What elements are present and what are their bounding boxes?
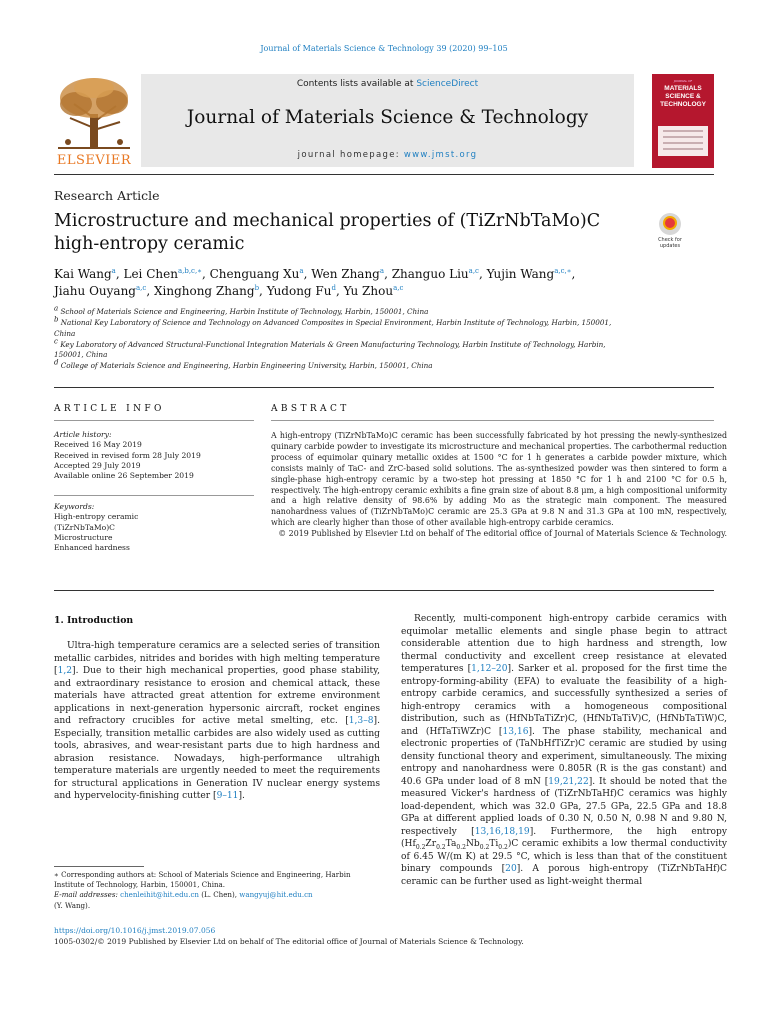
crossmark-label: Check for updates (658, 237, 682, 249)
author-affiliation-link[interactable]: a,c (393, 284, 404, 292)
citation-link[interactable]: 20 (505, 864, 517, 874)
divider (54, 174, 714, 175)
running-header[interactable]: Journal of Materials Science & Technology 39 (2020) 99–105 (260, 44, 508, 53)
email-link[interactable]: chenleihit@hit.edu.cn (120, 890, 199, 900)
author-affiliation-link[interactable]: a (379, 267, 385, 275)
keyword: Enhanced hardness (54, 543, 130, 553)
section-heading: 1. Introduction (54, 615, 134, 626)
author: Lei Chen$^{a,b,c,∗}$, (123, 267, 210, 281)
author-affiliation-link[interactable]: b (254, 284, 260, 292)
paragraph: Ultra-high temperature ceramics are a selected series of transition metallic carbides, nitrides and borides with high melting temperature [1,2]. Due to their high mechanical properties, good phase stability, and extraordinary resistance to erosion and chemical attack, these materials have attracted great attention for extreme environment applications in next-generation hypersonic aircraft, rocket engines and refractory crucibles for active metal smelting, etc. [1,3–8]. Especially, transition metallic carbides are also widely used as cutting tools, abrasives, and wear-resistant parts due to high hardness and abrasion resistance. Nowadays, high-performance ultrahigh temperature materials are urgently needed to meet the requirements for structural applications in Generation IV nuclear energy systems and hypervelocity-finishing cutter [9–11]. (54, 641, 380, 801)
abstract-text: A high-entropy (TiZrNbTaMo)C ceramic has been successfully fabricated by hot pressing the newly-synthesized quinary carbide powder to investigate its microstructure and mechanical properties. The carbothermal reduction process of equimolar quinary metallic oxides at 1500 °C for 1 h generates a carbide powder mixture, which consists mainly of TaC- and ZrC-based solid solutions. The as-synthesized powder was then sintered to form a single-phase high-entropy ceramic by a two-step hot pressing at 1850 °C for 1 h and 2100 °C for 0.5 h, respectively. The high-entropy ceramic exhibits a fine grain size of about 8.8 μm, a high compositional uniformity and a high relative density of 98.6% by adding Mo as the strategic main component. The measured nanohardness values of (TiZrNbTaMo)C ceramic are 25.3 GPa at 9.8 N and 31.3 GPa at 100 mN, respectively, which are clearly higher than those of other available high-entropy carbide ceramics. (271, 431, 727, 528)
keyword: (TiZrNbTaMo)C (54, 522, 115, 532)
author-affiliation-link[interactable]: a (299, 267, 304, 275)
history-item: Available online 26 September 2019 (54, 471, 194, 481)
article-info-heading: ARTICLE INFO (54, 404, 165, 414)
citation-link[interactable]: 13,16 (502, 726, 529, 737)
divider (54, 387, 714, 388)
journal-homepage (141, 150, 634, 160)
author: Yudong Fu$^d$, (266, 284, 344, 298)
footnote (54, 870, 380, 911)
author: Xinghong Zhang$^b$, (153, 284, 267, 298)
author-affiliation-link[interactable]: a,c,∗ (554, 267, 572, 275)
citation-link[interactable]: 9–11 (216, 791, 239, 801)
contents-prefix: Contents lists available at (296, 79, 417, 89)
citation-link[interactable]: 13,16,18,19 (474, 826, 530, 837)
cover-title: MATERIALS SCIENCE & TECHNOLOGY (660, 85, 706, 108)
history-item: Received 16 May 2019 (54, 440, 142, 450)
journal-masthead (54, 74, 714, 170)
citation-link[interactable]: 1,12–20 (471, 664, 508, 674)
affiliation: $^a$ School of Materials Science and Engineering, Harbin Institute of Technology, Harbin, 150001, China (54, 304, 429, 316)
history-item: Received in revised form 28 July 2019 (54, 450, 201, 460)
paragraph: Recently, multi-component high-entropy carbide ceramics with equimolar metallic elements and single phase begin to attract considerable attention due to high hardness and strength, low thermal conductivity and excellent creep resistance at elevated temperatures [1,12–20]. Sarker et al. proposed for the first time the entropy-forming-ability (EFA) to evaluate the feasibility of a high-entropy carbide ceramics, and successfully synthesized a series of high-entropy ceramics with a homogeneous compositional distribution, such as (HfNbTaTiZr)C, (HfNbTaTiV)C, (HfNbTaTiW)C, and (HfTaTiWZr)C [13,16]. The phase stability, mechanical and electronic properties of (TaNbHfTiZr)C ceramic are studied by using density functional theory and experiment, simultaneously. The mixing entropy and nanohardness were 0.805R (R is the gas constant) and 40.6 GPa under load of 8 mN [19,21,22]. It should be noted that the measured Vicker's hardness of (TiZrNbTaHf)C ceramics was highly load-dependent, which was 32.0 GPa, 27.5 GPa, 22.5 GPa and 18.8 GPa at different applied loads of 0.30 N, 0.50 N, 0.98 N and 9.80 N, respectively [13,16,18,19]. Furthermore, the high entropy $(Hf_{0.2}Zr_{0.2}Ta_{0.2}Nb_{0.2}Ti_{0.2})C$ ceramic exhibits a low thermal conductivity of 6.45 W/(m K) at 29.5 °C, which is less than that of the constituent binary compounds [20]. A porous high-entropy (TiZrNbTaHf)C ceramic can be further used as light-weight thermal (401, 614, 728, 887)
author: Jiahu Ouyang$^{a,c}$, (54, 284, 154, 298)
keyword: High-entropy ceramic (54, 512, 139, 522)
divider (54, 495, 254, 496)
citation-link[interactable]: 1,2 (57, 666, 73, 676)
divider (54, 590, 714, 591)
author-list (54, 266, 714, 300)
article-history (54, 430, 254, 481)
author: Chenguang Xu$^a$, (209, 267, 312, 281)
check-for-updates-button[interactable] (652, 212, 688, 252)
homepage-prefix: journal homepage: (297, 150, 404, 160)
author-affiliation-link[interactable]: a,c (135, 284, 147, 292)
author-affiliation-link[interactable]: a,c (468, 267, 479, 275)
journal-title: Journal of Materials Science & Technology (186, 107, 589, 128)
keywords-label: Keywords: (54, 502, 95, 511)
journal-banner (141, 74, 634, 167)
abstract (271, 431, 727, 540)
author: Kai Wang$^a$, (54, 267, 124, 281)
journal-cover-thumbnail[interactable] (652, 74, 714, 168)
author-affiliation-link[interactable]: a (111, 267, 116, 275)
affiliations (54, 304, 634, 373)
sciencedirect-link[interactable]: ScienceDirect (416, 79, 479, 89)
corresponding-author-note: ∗ Corresponding authors at: School of Materials Science and Engineering, Harbin Institute of Technology, Harbin, 150001, China. (54, 870, 351, 890)
author: Wen Zhang$^a$, (311, 267, 392, 281)
cover-panel (658, 126, 708, 156)
author: Yu Zhou$^{a,c}$ (343, 284, 404, 298)
affiliation: $^c$ Key Laboratory of Advanced Structural-Functional Integration Materials & Green Manufacturing Technology, Harbin Institute of Technology, Harbin, 150001, China (54, 337, 606, 360)
abstract-heading: ABSTRACT (271, 404, 350, 414)
history-label: Article history: (54, 430, 112, 439)
history-item: Accepted 29 July 2019 (54, 460, 141, 470)
article-type: Research Article (54, 188, 160, 203)
keywords (54, 502, 254, 553)
email-link[interactable]: wangyuj@hit.edu.cn (239, 890, 313, 900)
publisher-name: ELSEVIER (56, 153, 132, 168)
author: Zhanguo Liu$^{a,c}$, (391, 267, 487, 281)
body-column-left (54, 640, 380, 803)
elsevier-tree-icon (54, 74, 134, 152)
keyword: Microstructure (54, 532, 113, 542)
affiliation: $^d$ College of Materials Science and Engineering, Harbin Engineering University, Harbin, 150001, China (54, 359, 433, 371)
citation-link[interactable]: 19,21,22 (548, 776, 589, 787)
author-affiliation-link[interactable]: d (331, 284, 336, 292)
issn-copyright: 1005-0302/© 2019 Published by Elsevier Ltd on behalf of The editorial office of Journal of Materials Science & Technology. (54, 937, 524, 946)
citation-link[interactable]: 1,3–8 (348, 716, 374, 726)
body-column-right (401, 613, 727, 888)
divider (271, 420, 714, 421)
affiliation: $^b$ National Key Laboratory of Science and Technology on Advanced Composites in Special Environment, Harbin Institute of Technology, Harbin, 150001, China (54, 315, 612, 338)
crossmark-icon (659, 213, 681, 235)
homepage-link[interactable]: www.jmst.org (403, 150, 478, 160)
abstract-copyright: © 2019 Published by Elsevier Ltd on behalf of The editorial office of Journal of Materials Science & Technology. (278, 529, 727, 539)
article-title: Microstructure and mechanical properties of (TiZrNbTaMo)C high-entropy ceramic (54, 211, 601, 254)
elsevier-logo[interactable] (54, 74, 134, 168)
footnote-rule (54, 866, 144, 867)
email-addresses: E-mail addresses: chenleihit@hit.edu.cn (L. Chen), wangyuj@hit.edu.cn (Y. Wang). (54, 890, 313, 910)
contents-line (141, 79, 634, 89)
doi-link[interactable]: https://doi.org/10.1016/j.jmst.2019.07.056 (54, 926, 216, 935)
author: Yujin Wang$^{a,c,∗}$, (486, 267, 576, 281)
divider (54, 420, 254, 421)
cover-small-text: JOURNAL OF (673, 79, 693, 83)
author-affiliation-link[interactable]: a,b,c,∗ (177, 267, 202, 275)
